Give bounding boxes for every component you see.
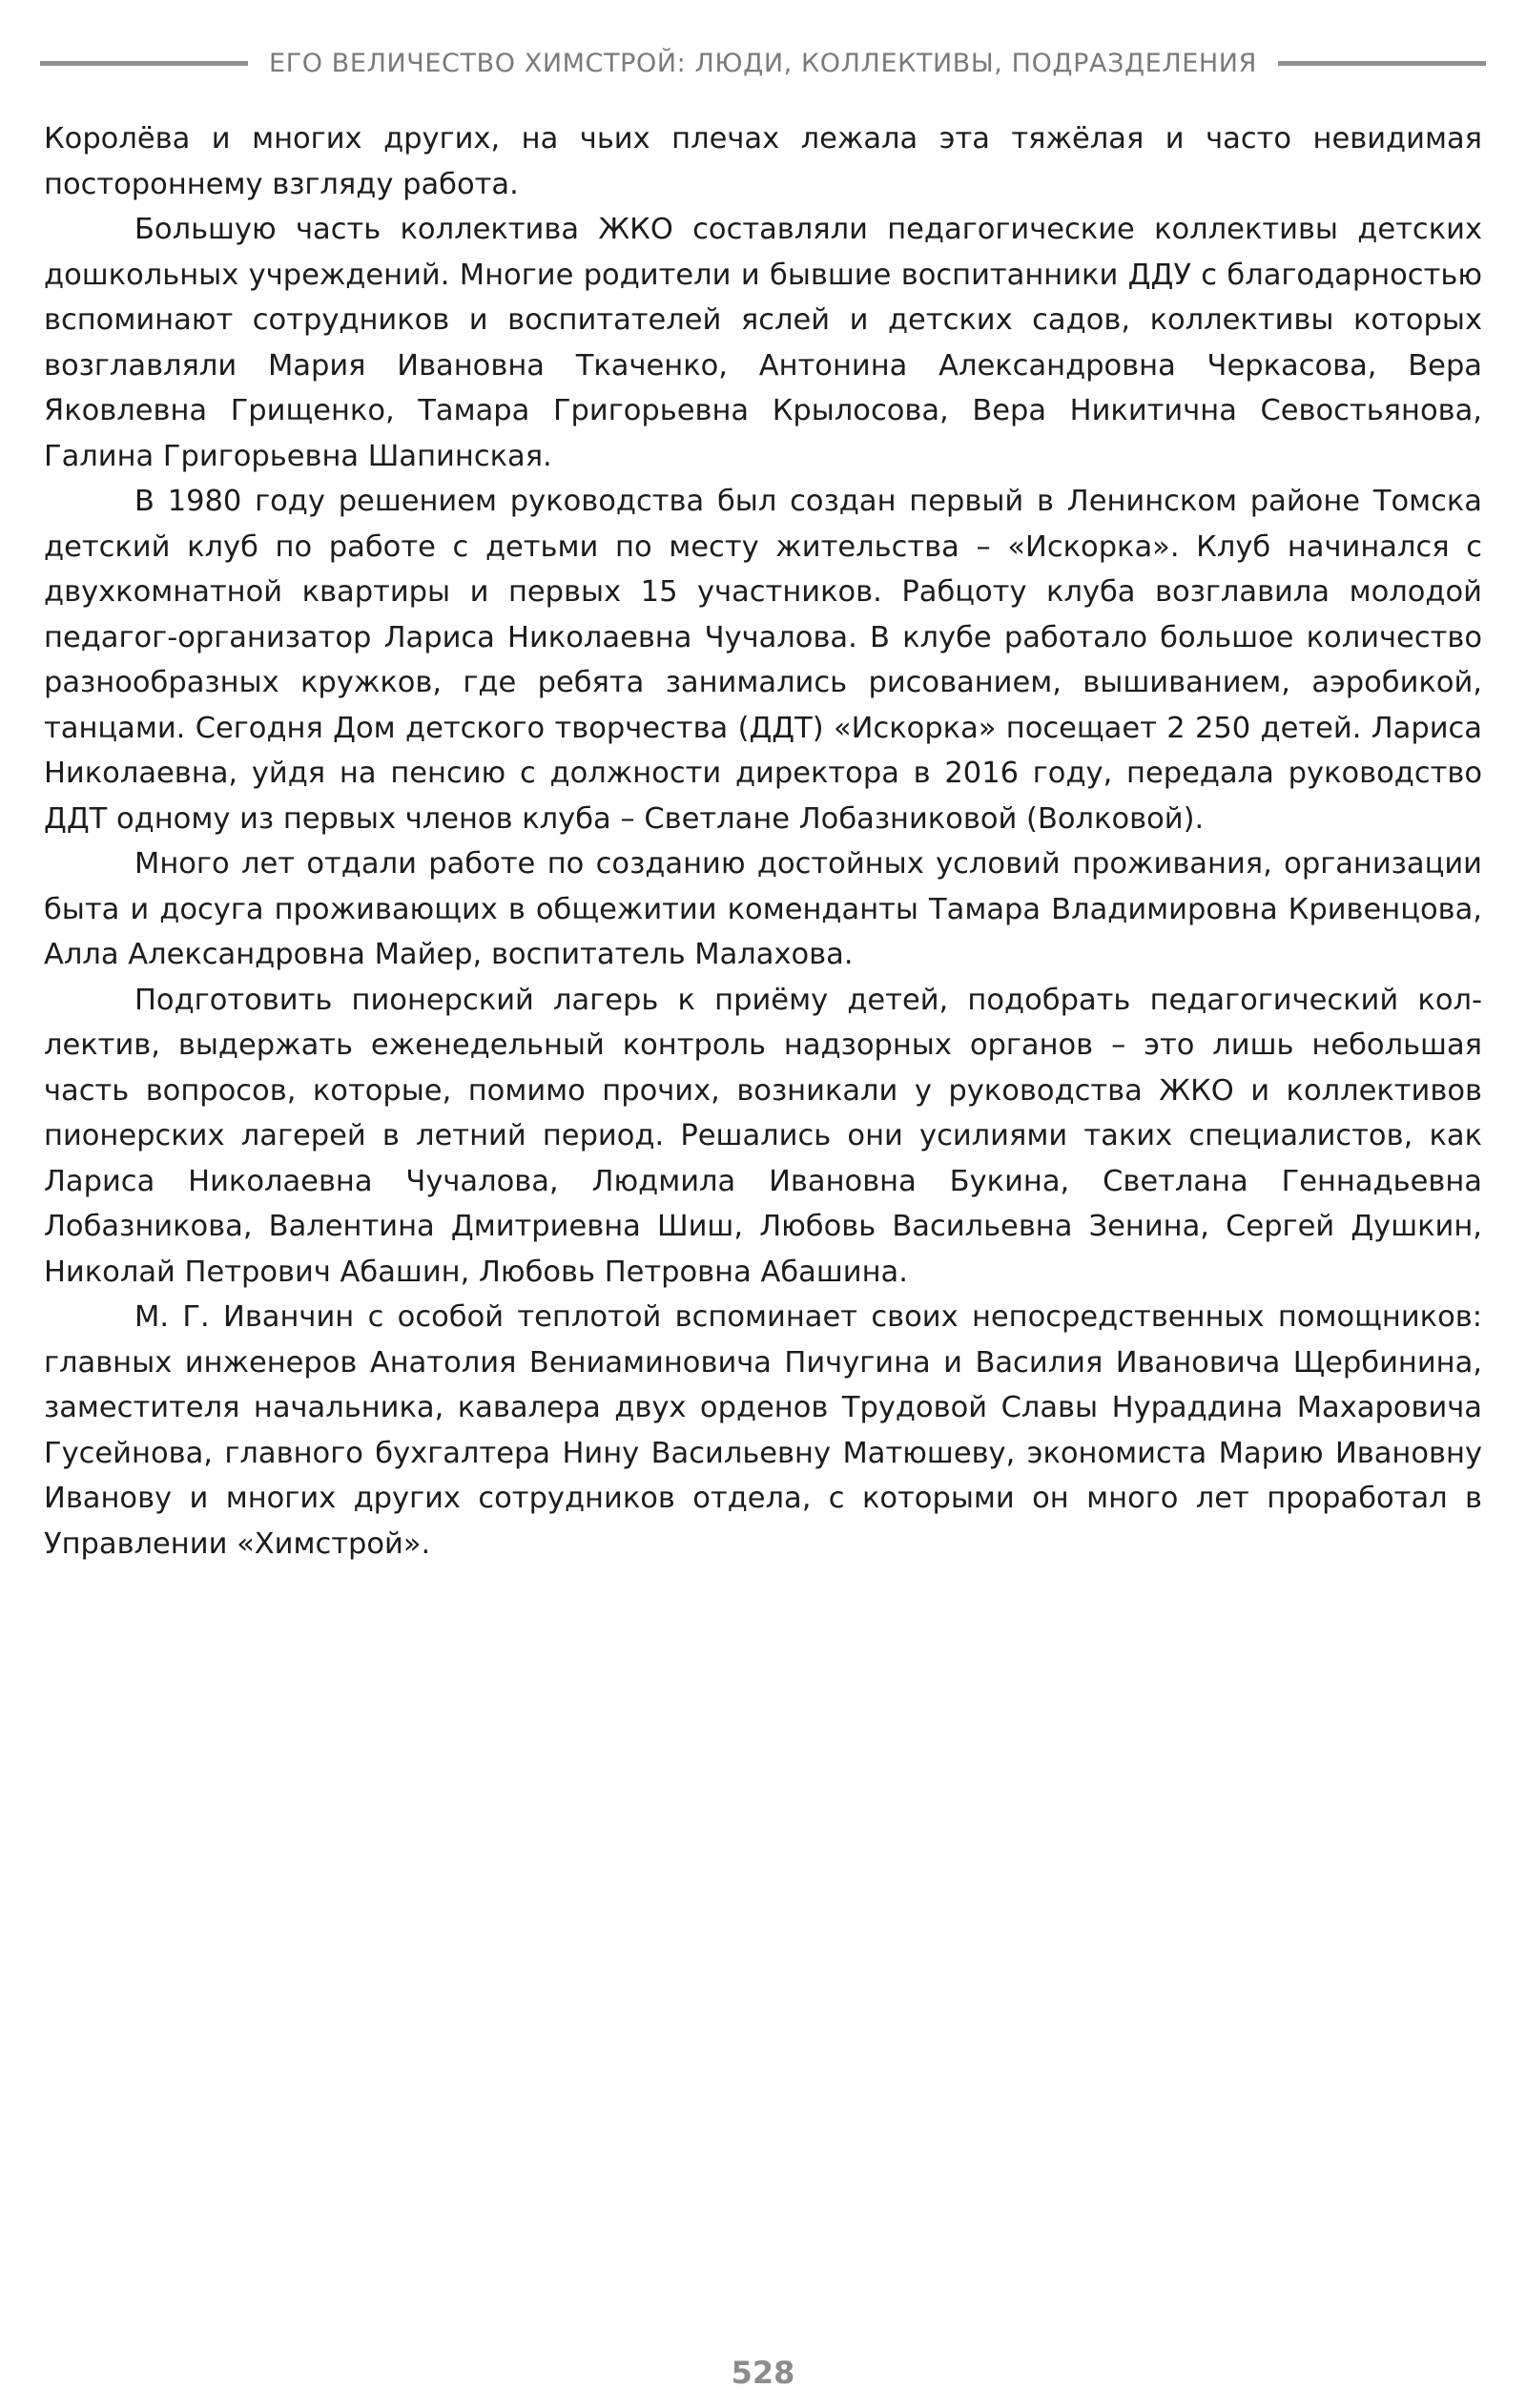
paragraph-ivanchin-assistants: М. Г. Иванчин с особой теплотой вспоминает своих непосредственных помощников: главных инженеров Анатолия Вениаминовича Пичугина и Василия Ивановича Щербинина, заместителя начальника, кавалера двух орденов Трудовой Славы Нураддина Махаровича Гусейнова, главного бухгалтера Нину Васильевну Матюшеву, экономиста Марию Ивановну Иванову и многих других сотрудников отдела, с которыми он много лет проработал в Управлении «Химстрой». xyxy=(44,1300,1482,1561)
header-rule-right xyxy=(1278,61,1486,66)
paragraph-iskorka-club: В 1980 году решением руководства был создан первый в Ленинском районе Томска детский клуб по работе с детьми по месту жительства – «Искорка». Клуб начинался с двухкомнатной квартиры и первых 15 участников. Рабцоту клуба возглавила молодой педагог-организатор Лариса Николаевна Чучалова. В клубе работало большое количество разнообразных кружков, где ребята занимались рисованием, вышиванием, аэробикой, танцами. Сегодня Дом детского творчества (ДДТ) «Искорка» посещает 2 250 детей. Лариса Николаевна, уйдя на пенсию с должности директора в 2016 году, передала руководство ДДТ одному из первых членов клуба – Светлане Лобазниковой (Волковой). xyxy=(44,485,1482,836)
paragraph-continuation: Королёва и многих других, на чьих плечах лежала эта тяжёлая и часто невидимая постороннему взгляду работа. xyxy=(44,122,1482,201)
running-header-title: ЕГО ВЕЛИЧЕСТВО ХИМСТРОЙ: ЛЮДИ, КОЛЛЕКТИВЫ, ПОДРАЗДЕЛЕНИЯ xyxy=(269,48,1257,78)
paragraph-pioneer-camp: Подготовить пионерский лагерь к приёму детей, подобрать педагогический коллектив, выдержать еженедельный контроль надзорных органов – это лишь небольшая часть вопросов, которые, помимо прочих, возникали у руководства ЖКО и коллективов пионерских лагерей в летний период. Решались они усилиями таких специалистов, как Лариса Николаевна Чучалова, Людмила Ивановна Букина, Светлана Геннадьевна Лобазникова, Валентина Дмитриевна Шиш, Любовь Васильевна Зенина, Сергей Душкин, Николай Петрович Абашин, Любовь Петровна Абашина. xyxy=(44,983,1482,1289)
paragraph-dormitory-staff: Много лет отдали работе по созданию достойных условий проживания, организации быта и досуга проживающих в общежитии коменданты Тамара Владимировна Кривенцова, Алла Александровна Майер, воспитатель Малахова. xyxy=(44,847,1482,971)
header-rule-left xyxy=(40,61,248,66)
running-header xyxy=(40,42,1486,84)
page-number: 528 xyxy=(731,2355,795,2391)
body-text xyxy=(44,116,1482,1567)
paragraph-preschool-staff: Большую часть коллектива ЖКО составляли педагогические коллективы детских дошкольных учреждений. Многие родители и бывшие воспитанники ДДУ с благодарностью вспоминают сотрудников и воспитателей яслей и детских садов, коллективы которых возглавляли Мария Ивановна Ткаченко, Антонина Александровна Черкасова, Вера Яковлевна Грищенко, Тамара Григорьевна Крылосова, Вера Никитична Севостьянова, Галина Григорьевна Шапинская. xyxy=(44,213,1482,473)
